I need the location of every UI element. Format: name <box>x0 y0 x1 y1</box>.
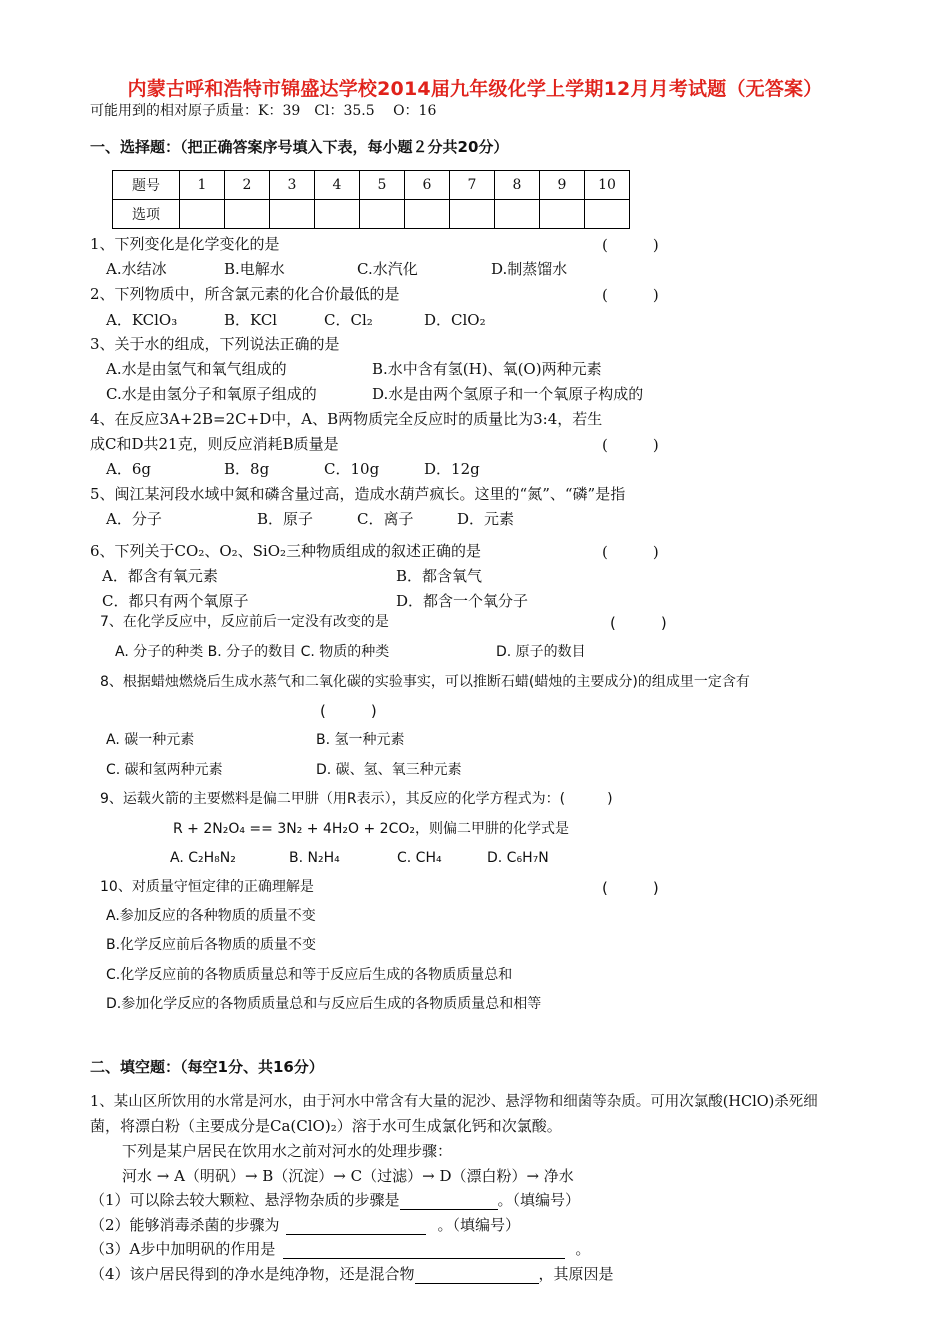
s2-sub4-prompt: （4）该户居民得到的净水是纯净物，还是混合物 <box>90 1265 415 1283</box>
q5-option-b: B．原子 <box>257 510 314 528</box>
q9-stem: 9、运载火箭的主要燃料是偏二甲肼（用R表示），其反应的化学方程式为：( ) <box>100 791 613 807</box>
q9-option-c: C. CH₄ <box>397 850 442 866</box>
q10-option-a: A.参加反应的各种物质的质量不变 <box>106 908 316 924</box>
q3-option-b: B.水中含有氢(H)、氧(O)两种元素 <box>372 360 602 378</box>
s2-sub1-prompt: （1）可以除去较大颗粒、悬浮物杂质的步骤是 <box>90 1191 400 1209</box>
q9-option-b: B. N₂H₄ <box>289 850 340 866</box>
answer-table-number: 10 <box>585 171 630 200</box>
water-treatment-flow: 河水 → A（明矾）→ B（沉淀）→ C（过滤）→ D（漂白粉）→ 净水 <box>122 1167 574 1185</box>
answer-table <box>112 170 630 229</box>
s2-sub4-blank[interactable] <box>415 1267 539 1284</box>
q5-option-d: D．元素 <box>457 510 515 528</box>
answer-cell[interactable] <box>495 200 540 229</box>
answer-table-header-label: 题号 <box>113 171 180 200</box>
answer-table-number: 6 <box>405 171 450 200</box>
q9-option-a: A. C₂H₈N₂ <box>170 850 236 866</box>
s2-sub4 <box>90 1264 614 1284</box>
s2-sub2-blank[interactable] <box>286 1218 426 1235</box>
answer-cell[interactable] <box>405 200 450 229</box>
answer-cell[interactable] <box>315 200 360 229</box>
s2-paragraph-line2: 菌，将漂白粉（主要成分是Ca(ClO)₂）溶于水可生成氯化钙和次氯酸。 <box>90 1117 562 1135</box>
answer-table-number: 3 <box>270 171 315 200</box>
q3-option-a: A.水是由氢气和氧气组成的 <box>106 360 287 378</box>
q6-answer-paren[interactable]: ( ) <box>602 543 659 561</box>
s2-sub4-suffix: ，其原因是 <box>538 1265 614 1283</box>
answer-cell[interactable] <box>585 200 630 229</box>
section2-heading: 二、填空题：（每空1分、共16分） <box>90 1058 324 1076</box>
answer-cell[interactable] <box>180 200 225 229</box>
s2-sub2-suffix: 。（填编号） <box>437 1216 521 1234</box>
q2-answer-paren[interactable]: ( ) <box>602 286 659 304</box>
q10-answer-paren[interactable]: ( ) <box>602 879 659 897</box>
q4-option-c: C．10g <box>324 460 380 478</box>
answer-cell[interactable] <box>360 200 405 229</box>
q1-answer-paren[interactable]: ( ) <box>602 236 659 254</box>
q7-options-abc: A. 分子的种类 B. 分子的数目 C. 物质的种类 <box>115 644 390 660</box>
s2-sub2 <box>90 1215 520 1235</box>
answer-table-number: 4 <box>315 171 360 200</box>
q7-answer-paren[interactable]: ( ) <box>610 614 667 632</box>
q7-option-d: D. 原子的数目 <box>496 644 586 660</box>
q4-answer-paren[interactable]: ( ) <box>602 436 659 454</box>
answer-cell[interactable] <box>540 200 585 229</box>
q9-equation: R + 2N₂O₄ == 3N₂ + 4H₂O + 2CO₂，则偏二甲肼的化学式是 <box>173 821 569 837</box>
q6-option-d: D．都含一个氧分子 <box>396 592 529 610</box>
answer-table-number: 5 <box>360 171 405 200</box>
q2-option-a: A．KClO₃ <box>106 311 178 329</box>
q4-option-b: B．8g <box>224 460 270 478</box>
answer-table-number: 8 <box>495 171 540 200</box>
answer-table-number: 9 <box>540 171 585 200</box>
answer-cell[interactable] <box>225 200 270 229</box>
q3-stem: 3、关于水的组成，下列说法正确的是 <box>90 335 340 353</box>
s2-sub1-blank[interactable] <box>400 1193 498 1210</box>
answer-table-number: 2 <box>225 171 270 200</box>
answer-table-number: 1 <box>180 171 225 200</box>
s2-sub1 <box>90 1190 580 1210</box>
s2-sub3-suffix: 。 <box>575 1240 591 1258</box>
q4-stem-line1: 4、在反应3A+2B=2C+D中，A、B两物质完全反应时的质量比为3:4，若生 <box>90 410 603 428</box>
q2-option-d: D．ClO₂ <box>424 311 486 329</box>
q6-stem: 6、下列关于CO₂、O₂、SiO₂三种物质组成的叙述正确的是 <box>90 542 482 560</box>
q7-stem: 7、在化学反应中，反应前后一定没有改变的是 <box>100 614 389 630</box>
section1-heading: 一、选择题：（把正确答案序号填入下表，每小题２分共20分） <box>90 138 509 156</box>
s2-sub3 <box>90 1239 590 1259</box>
q5-stem: 5、闽江某河段水域中氮和磷含量过高，造成水葫芦疯长。这里的“氮”、“磷”是指 <box>90 485 626 503</box>
q8-option-c: C. 碳和氢两种元素 <box>106 762 223 778</box>
q8-option-b: B. 氢一种元素 <box>316 732 405 748</box>
q1-option-c: C.水汽化 <box>357 260 418 278</box>
s2-sub1-suffix: 。（填编号） <box>497 1191 581 1209</box>
q8-answer-paren[interactable]: ( ) <box>320 702 377 720</box>
q10-option-c: C.化学反应前的各物质质量总和等于反应后生成的各物质质量总和 <box>106 967 513 983</box>
s2-sub2-prompt: （2）能够消毒杀菌的步骤为 <box>90 1216 280 1234</box>
s2-paragraph-line1: 1、某山区所饮用的水常是河水，由于河水中常含有大量的泥沙、悬浮物和细菌等杂质。可用次氯酸(HClO)杀死细 <box>90 1094 818 1110</box>
q10-stem: 10、对质量守恒定律的正确理解是 <box>100 879 314 895</box>
q6-option-b: B．都含氧气 <box>396 567 483 585</box>
s2-sub3-blank[interactable] <box>283 1242 565 1259</box>
q1-option-d: D.制蒸馏水 <box>491 260 568 278</box>
answer-cell[interactable] <box>450 200 495 229</box>
q1-stem: 1、下列变化是化学变化的是 <box>90 235 280 253</box>
answer-table-number: 7 <box>450 171 495 200</box>
q5-option-a: A．分子 <box>106 510 162 528</box>
s2-sub3-prompt: （3）A步中加明矾的作用是 <box>90 1240 276 1258</box>
answer-cell[interactable] <box>270 200 315 229</box>
q6-option-a: A．都含有氧元素 <box>102 567 218 585</box>
page-title: 内蒙古呼和浩特市锦盛达学校2014届九年级化学上学期12月月考试题（无答案） <box>127 78 823 100</box>
q5-option-c: C．离子 <box>357 510 414 528</box>
q4-option-a: A．6g <box>106 460 151 478</box>
q8-option-d: D. 碳、氢、氧三种元素 <box>316 762 462 778</box>
q2-option-b: B．KCl <box>224 311 278 329</box>
s2-paragraph-line3: 下列是某户居民在饮用水之前对河水的处理步骤： <box>122 1142 453 1160</box>
q10-option-d: D.参加化学反应的各物质质量总和与反应后生成的各物质质量总和相等 <box>106 996 542 1012</box>
q9-option-d: D. C₆H₇N <box>487 850 549 866</box>
q8-stem: 8、根据蜡烛燃烧后生成水蒸气和二氧化碳的实验事实，可以推断石蜡(蜡烛的主要成分)的组成里一定含有 <box>100 674 750 690</box>
q8-option-a: A. 碳一种元素 <box>106 732 195 748</box>
q10-option-b: B.化学反应前后各物质的质量不变 <box>106 937 317 953</box>
q3-option-d: D.水是由两个氢原子和一个氧原子构成的 <box>372 385 644 403</box>
q1-option-b: B.电解水 <box>224 260 285 278</box>
atomic-mass-line: 可能用到的相对原子质量：K：39 Cl：35.5 O：16 <box>90 103 437 119</box>
q6-option-c: C．都只有两个氧原子 <box>102 592 249 610</box>
q1-option-a: A.水结冰 <box>106 260 167 278</box>
answer-table-option-label: 选项 <box>113 200 180 229</box>
q3-option-c: C.水是由氢分子和氧原子组成的 <box>106 385 317 403</box>
q4-stem-line2: 成C和D共21克，则反应消耗B质量是 <box>90 435 339 453</box>
q2-option-c: C．Cl₂ <box>324 311 373 329</box>
q4-option-d: D．12g <box>424 460 480 478</box>
q2-stem: 2、下列物质中，所含氯元素的化合价最低的是 <box>90 285 400 303</box>
